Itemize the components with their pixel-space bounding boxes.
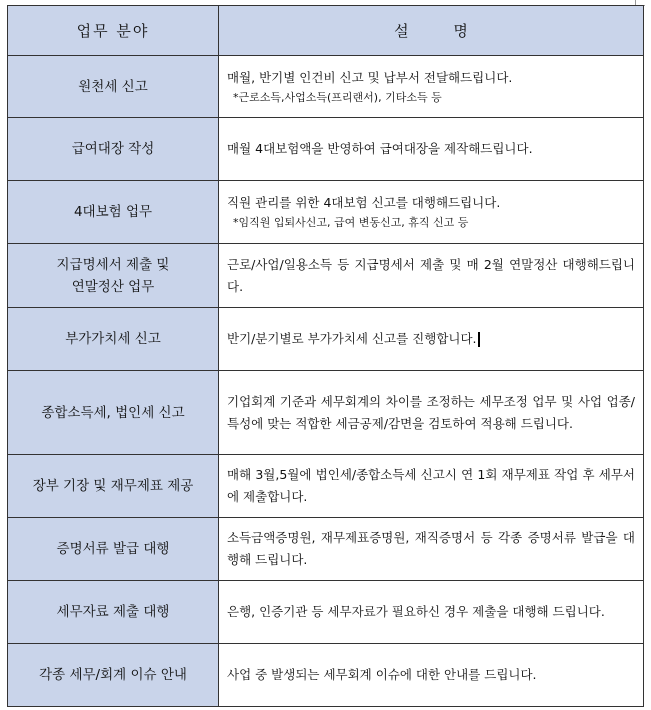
text-cursor (478, 332, 480, 347)
description-cell (219, 181, 644, 244)
description-cell (219, 371, 644, 455)
description-cell (219, 308, 644, 371)
category-cell: 증명서류 발급 대행 (8, 518, 219, 581)
category-line: 지급명세서 제출 및 (56, 256, 170, 273)
description-note: *근로소득,사업소득(프리랜서), 기타소득 등 (233, 90, 442, 104)
table-row (8, 455, 644, 518)
table-row (8, 181, 644, 244)
header-description: 설 명 (219, 6, 644, 56)
description-text: 사업 중 발생되는 세무회계 이슈에 대한 안내를 드립니다. (227, 667, 537, 682)
table-row (8, 56, 644, 118)
category-cell: 원천세 신고 (8, 56, 219, 118)
description-cell (219, 581, 644, 644)
category-cell: 부가가치세 신고 (8, 308, 219, 371)
table-row (8, 581, 644, 644)
category-cell: 종합소득세, 법인세 신고 (8, 371, 219, 455)
description-text: 근로/사업/일용소득 등 지급명세서 제출 및 매 2월 연말정산 대행해드립니다. (227, 256, 635, 294)
category-cell: 각종 세무/회계 이슈 안내 (8, 644, 219, 707)
header-business-area: 업무 분야 (8, 6, 219, 56)
table-row (8, 118, 644, 181)
description-text: 매월, 반기별 인건비 신고 및 납부서 전달해드립니다. (227, 69, 513, 85)
table-row (8, 644, 644, 707)
table-row (8, 518, 644, 581)
description-cell (219, 56, 644, 118)
description-text: 기업회계 기준과 세무회계의 차이를 조정하는 세무조정 업무 및 사업 업종/특성에 맞는 적합한 세금공제/감면을 검토하여 적용해 드립니다. (227, 393, 635, 431)
category-cell: 장부 기장 및 재무제표 제공 (8, 455, 219, 518)
description-text: 은행, 인증기관 등 세무자료가 필요하신 경우 제출을 대행해 드립니다. (227, 604, 605, 619)
description-text: 반기/분기별로 부가가치세 신고를 진행합니다. (227, 331, 477, 346)
description-text: 매월 4대보험액을 반영하여 급여대장을 제작해드립니다. (227, 141, 533, 156)
description-cell (219, 244, 644, 308)
description-note: *임직원 입퇴사신고, 급여 변동신고, 휴직 신고 등 (233, 216, 469, 229)
description-text: 소득금액증명원, 재무제표증명원, 재직증명서 등 각종 증명서류 발급을 대행해 드립니다. (227, 530, 635, 567)
category-line: 연말정산 업무 (71, 278, 155, 295)
category-cell (8, 244, 219, 308)
table-row (8, 371, 644, 455)
description-cell (219, 118, 644, 181)
category-cell: 급여대장 작성 (8, 118, 219, 181)
table-header-row (8, 6, 644, 56)
description-cell (219, 518, 644, 581)
table-row (8, 244, 644, 308)
category-cell: 4대보험 업무 (8, 181, 219, 244)
description-text: 매해 3월,5월에 법인세/종합소득세 신고시 연 1회 재무제표 작업 후 세무서에 제출합니다. (227, 467, 635, 504)
table-row (8, 308, 644, 371)
description-cell (219, 644, 644, 707)
description-text: 직원 관리를 위한 4대보험 신고를 대행해드립니다. (227, 195, 501, 210)
category-cell: 세무자료 제출 대행 (8, 581, 219, 644)
services-table (7, 5, 644, 707)
description-cell (219, 455, 644, 518)
